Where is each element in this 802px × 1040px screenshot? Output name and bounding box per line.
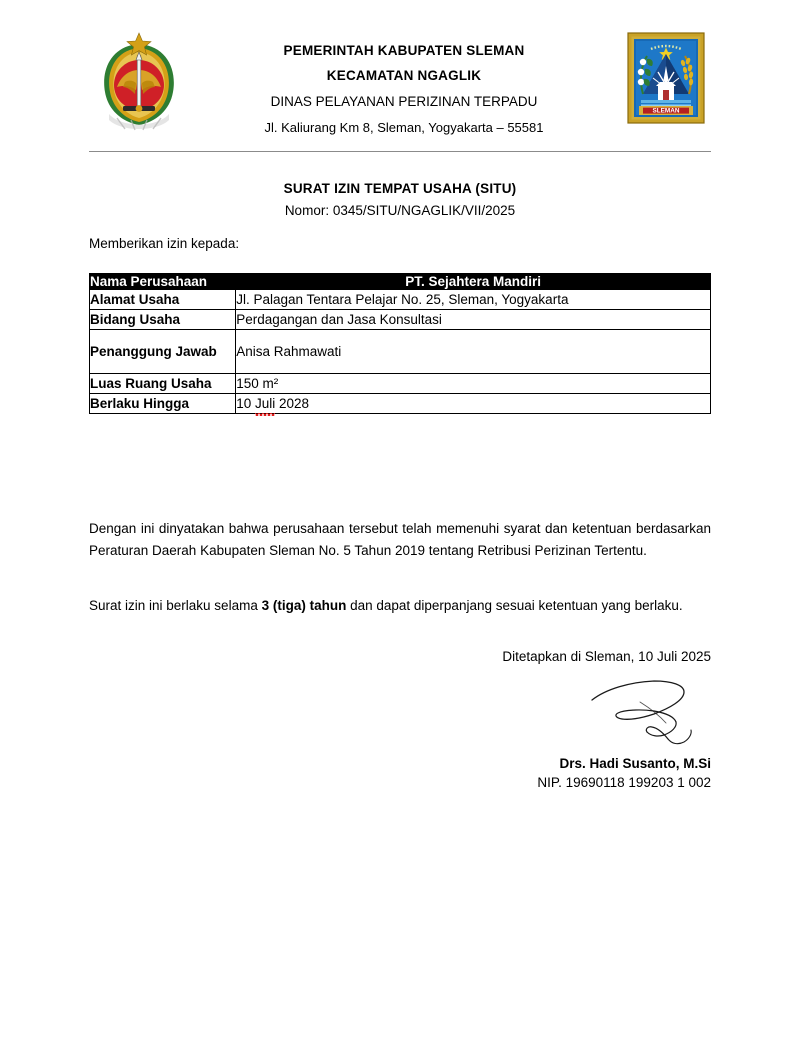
yogyakarta-coat-of-arms-emblem-icon xyxy=(95,30,183,134)
row-label-luas-ruang-usaha: Luas Ruang Usaha xyxy=(90,374,236,394)
berlaku-hingga-misspelled-word: Juli xyxy=(255,396,276,411)
intro-text: Memberikan izin kepada: xyxy=(89,236,240,251)
table-row xyxy=(90,374,711,394)
row-value-luas-ruang-usaha: 150 m² xyxy=(236,374,711,394)
row-value-bidang-usaha: Perdagangan dan Jasa Konsultasi xyxy=(236,310,711,330)
letterhead-text xyxy=(193,38,615,141)
letterhead-line-office: DINAS PELAYANAN PERIZINAN TERPADU xyxy=(270,94,538,109)
body-paragraph-1: Dengan ini dinyatakan bahwa perusahaan tersebut telah memenuhi syarat dan ketentuan berdasarkan Peraturan Daerah Kabupaten Sleman No. 5 Tahun 2019 tentang Retribusi Perizinan Tertentu. xyxy=(89,521,711,558)
table-header-label: Nama Perusahaan xyxy=(90,274,236,290)
row-value-penanggung-jawab: Anisa Rahmawati xyxy=(236,330,711,374)
sleman-banner-text: SLEMAN xyxy=(652,107,680,115)
row-value-berlaku-hingga xyxy=(236,394,711,414)
row-label-bidang-usaha: Bidang Usaha xyxy=(90,310,236,330)
sleman-regency-emblem-icon xyxy=(627,32,705,124)
table-header-row xyxy=(90,274,711,290)
paragraph-2-after: dan dapat diperpanjang sesuai ketentuan yang berlaku. xyxy=(346,598,683,613)
letterhead-line-government: PEMERINTAH KABUPATEN SLEMAN xyxy=(283,43,525,58)
signatory-name: Drs. Hadi Susanto, M.Si xyxy=(559,756,711,771)
permit-info-table xyxy=(89,273,711,414)
table-row xyxy=(90,290,711,310)
table-row xyxy=(90,330,711,374)
letterhead xyxy=(89,28,711,140)
berlaku-hingga-suffix: 2028 xyxy=(275,396,310,411)
handwritten-signature-icon xyxy=(588,678,713,746)
table-row xyxy=(90,394,711,414)
row-value-alamat-usaha: Jl. Palagan Tentara Pelajar No. 25, Sleman, Yogyakarta xyxy=(236,290,711,310)
letterhead-divider-rule xyxy=(89,151,711,152)
document-number: Nomor: 0345/SITU/NGAGLIK/VII/2025 xyxy=(284,203,516,218)
paragraph-2-duration-bold: 3 (tiga) tahun xyxy=(261,598,347,613)
letterhead-line-address: Jl. Kaliurang Km 8, Sleman, Yogyakarta – 55581 xyxy=(264,120,544,135)
signature-place-date: Ditetapkan di Sleman, 10 Juli 2025 xyxy=(502,649,711,664)
row-label-alamat-usaha: Alamat Usaha xyxy=(90,290,236,310)
berlaku-hingga-prefix: 10 xyxy=(236,396,256,411)
body-paragraph-2 xyxy=(89,595,711,617)
signatory-nip: NIP. 19690118 199203 1 002 xyxy=(537,775,711,790)
table-header-company-name: PT. Sejahtera Mandiri xyxy=(236,274,711,290)
row-label-berlaku-hingga: Berlaku Hingga xyxy=(90,394,236,414)
paragraph-2-before: Surat izin ini berlaku selama xyxy=(89,598,262,613)
letterhead-line-district: KECAMATAN NGAGLIK xyxy=(326,68,482,83)
row-label-penanggung-jawab: Penanggung Jawab xyxy=(90,330,236,374)
table-row xyxy=(90,310,711,330)
page-title: SURAT IZIN TEMPAT USAHA (SITU) xyxy=(283,181,517,196)
